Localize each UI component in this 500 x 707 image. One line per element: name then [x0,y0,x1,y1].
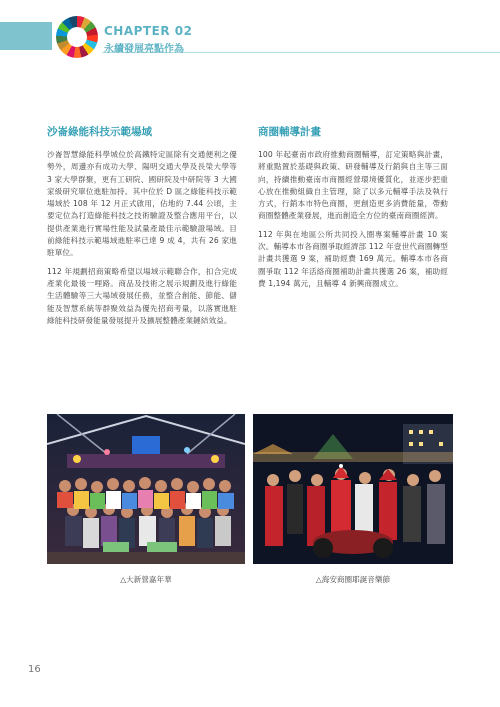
paragraph: 100 年起臺南市政府推動商圈輔導，訂定策略與計畫，將重點置於基礎與政策、研發輔導及行銷與自主等三面向，持續推動臺南市商圈經營環境優質化，並逐步把重心放在推動組織自主管理，除了以多元輔導手法及執行方式，行銷本市特色商圈，更創造更多消費能量，帶動商圈整體產業發展，進而創造全方位的臺南商圈經濟。 [258,150,448,221]
chapter-label: CHAPTER 02 [104,24,193,38]
photo-carnival [47,414,245,564]
page-number: 16 [28,664,41,675]
paragraph: 112 年與在地區公所共同投入圈專案輔導計畫 10 案次。輔導本市各商圈爭取經濟部 112 年壹世代商圈轉型計畫共獲選 9 案，補助經費 169 萬元。輔導本市各商圈爭取 112 年活絡商圈補助計畫共獲選 26 案，補助經費 1,194 萬元，且輔導 4 新興商圈成立。 [258,229,448,288]
section-title-shalun: 沙崙綠能科技示範場域 [47,126,152,138]
paragraph: 沙崙智慧綠能科學城位於高鐵特定區除有交通便利之優勢外，周邊亦有成功大學、陽明交通大學及長榮大學等 3 家大學群聚，更有工研院、國研院及中研院等 3 大國家級研究單位進駐加持。其中位於 D 區之綠能科技示範場域於 108 年 12 月正式啟用，佔地約 7.44 公頃，主要定位為打造綠能科技之技術驗證及整合應用平台，以提供產業進行實場性能及試量產最佳示範驗證場域。目前綠能科技示範場域進駐率已達 9 成 4，共有 26 家進駐單位。 [47,150,237,258]
paragraph: 112 年規劃招商策略希望以場域示範聯合作，扣合完成產業化最後一哩路。商品及技術之展示規劃及進行綠能生活體驗等三大場域發展任務，並整合創能、節能、儲能及智慧系統等群聚效益為優先招商考量，以落實進駐綠能科技研發能量發展提升及擴展整體產業鏈結效益。 [47,266,237,325]
header-band [0,22,52,50]
chapter-subtitle: 永續發展亮點作為 [104,44,184,55]
photo-christmas-festival [253,414,453,564]
section-title-business-district: 商圈輔導計畫 [258,126,321,138]
right-column [258,125,448,296]
photo-caption: △大新營嘉年華 [120,575,172,584]
sdg-wheel-icon [56,16,98,58]
photo-caption: △海安商圈耶誕音樂節 [315,575,391,584]
left-column [47,125,237,333]
